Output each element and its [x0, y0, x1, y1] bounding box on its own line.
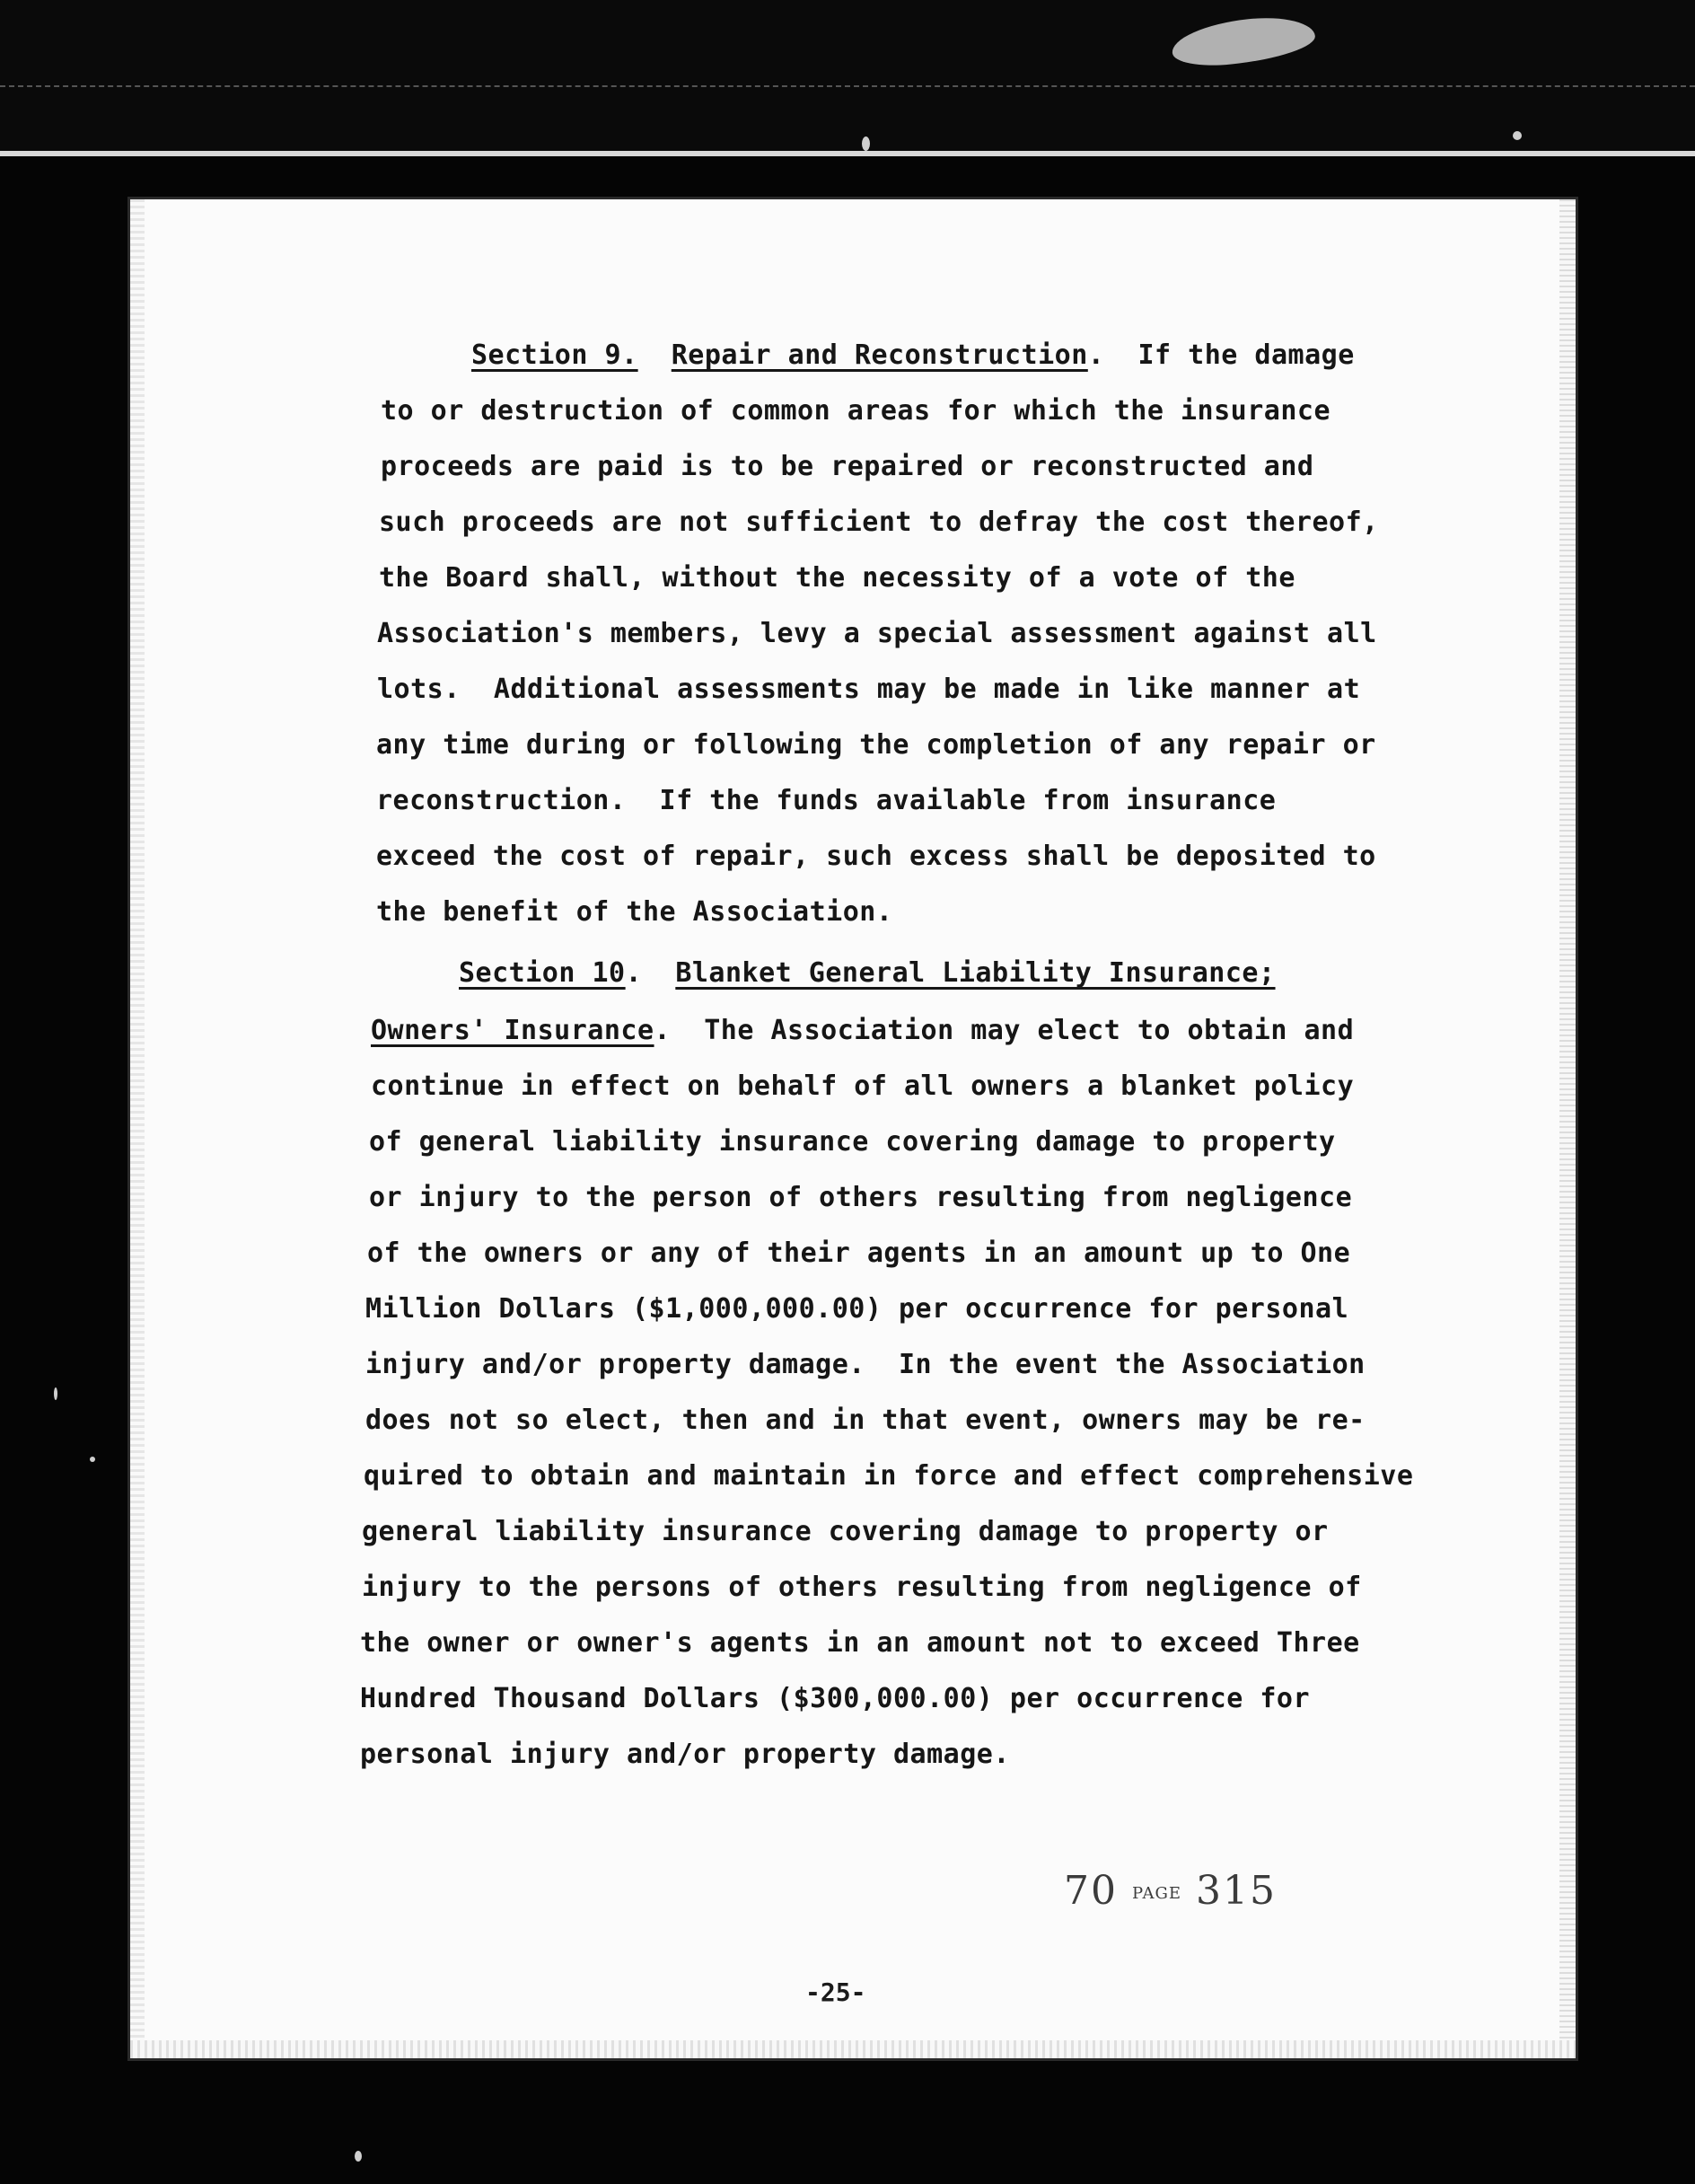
page-number: -25-: [805, 1977, 866, 2007]
section-10-line: the owner or owner's agents in an amount not to exceed Three: [360, 1627, 1360, 1659]
scan-speck: [355, 2151, 362, 2162]
document-page: [130, 199, 1576, 2058]
section-10-label: Section 10: [459, 957, 626, 989]
scan-top-band: [0, 0, 1695, 157]
section-10-line: general liability insurance covering damage to property or: [362, 1516, 1329, 1547]
section-9-label: Section 9.: [471, 339, 638, 371]
page-edge: [130, 2040, 1576, 2058]
section-9-line: such proceeds are not sufficient to defray the cost thereof,: [379, 506, 1379, 538]
section-10-line: Hundred Thousand Dollars ($300,000.00) per occurrence for: [360, 1683, 1311, 1714]
stamp-book: 70: [1064, 1868, 1118, 1914]
section-9-line: any time during or following the completion of any repair or: [376, 729, 1376, 761]
stamp-page-label: PAGE: [1132, 1884, 1181, 1903]
page-edge: [1559, 199, 1576, 2058]
section-10-line: or injury to the person of others resulting from negligence: [369, 1182, 1353, 1213]
scan-speck: [862, 136, 870, 151]
section-10-line: of the owners or any of their agents in an amount up to One: [367, 1237, 1351, 1269]
section-9-line: the Board shall, without the necessity of a vote of the: [379, 562, 1295, 594]
section-9-heading: [471, 339, 1355, 371]
section-10-line: injury and/or property damage. In the event the Association: [365, 1349, 1366, 1380]
section-10-heading-line-2: [371, 1015, 1354, 1046]
section-10-heading-sep: .: [625, 957, 676, 989]
scan-speck: [1513, 131, 1522, 140]
section-9-line-1-rest: . If the damage: [1087, 339, 1355, 371]
section-9-line: to or destruction of common areas for which the insurance: [381, 395, 1331, 427]
recording-stamp: [1064, 1868, 1277, 1914]
scan-dashed-rule: [0, 85, 1695, 87]
section-9-line: exceed the cost of repair, such excess shall be deposited to: [376, 841, 1376, 872]
section-9-line: reconstruction. If the funds available from insurance: [376, 785, 1277, 816]
page-edge: [130, 199, 145, 2058]
section-10-title-2: Owners' Insurance: [371, 1015, 654, 1046]
section-9-title: Repair and Reconstruction: [671, 339, 1088, 371]
section-10-heading: [459, 957, 1276, 989]
section-10-line: injury to the persons of others resulting from negligence of: [362, 1572, 1362, 1603]
section-10-line: continue in effect on behalf of all owners a blanket policy: [371, 1070, 1355, 1102]
section-10-line: quired to obtain and maintain in force and effect comprehensive: [364, 1460, 1414, 1492]
scan-top-rule: [0, 151, 1695, 156]
scan-speck: [54, 1387, 57, 1400]
section-9-line: Association's members, levy a special assessment against all: [377, 618, 1377, 649]
section-10-line: does not so elect, then and in that event, owners may be re-: [365, 1405, 1366, 1436]
section-10-line: of general liability insurance covering damage to property: [369, 1126, 1336, 1158]
section-9-line: lots. Additional assessments may be made in like manner at: [377, 674, 1361, 705]
scan-speck: [90, 1457, 95, 1462]
section-10-line: Million Dollars ($1,000,000.00) per occurrence for personal: [365, 1293, 1349, 1325]
section-10-line: personal injury and/or property damage.: [360, 1739, 1010, 1770]
section-9-line: the benefit of the Association.: [376, 896, 893, 928]
stamp-page: 315: [1195, 1868, 1277, 1914]
section-9-line: proceeds are paid is to be repaired or reconstructed and: [381, 451, 1314, 482]
section-10-title: Blanket General Liability Insurance;: [675, 957, 1276, 989]
section-10-line-2-rest: . The Association may elect to obtain and: [654, 1015, 1355, 1046]
